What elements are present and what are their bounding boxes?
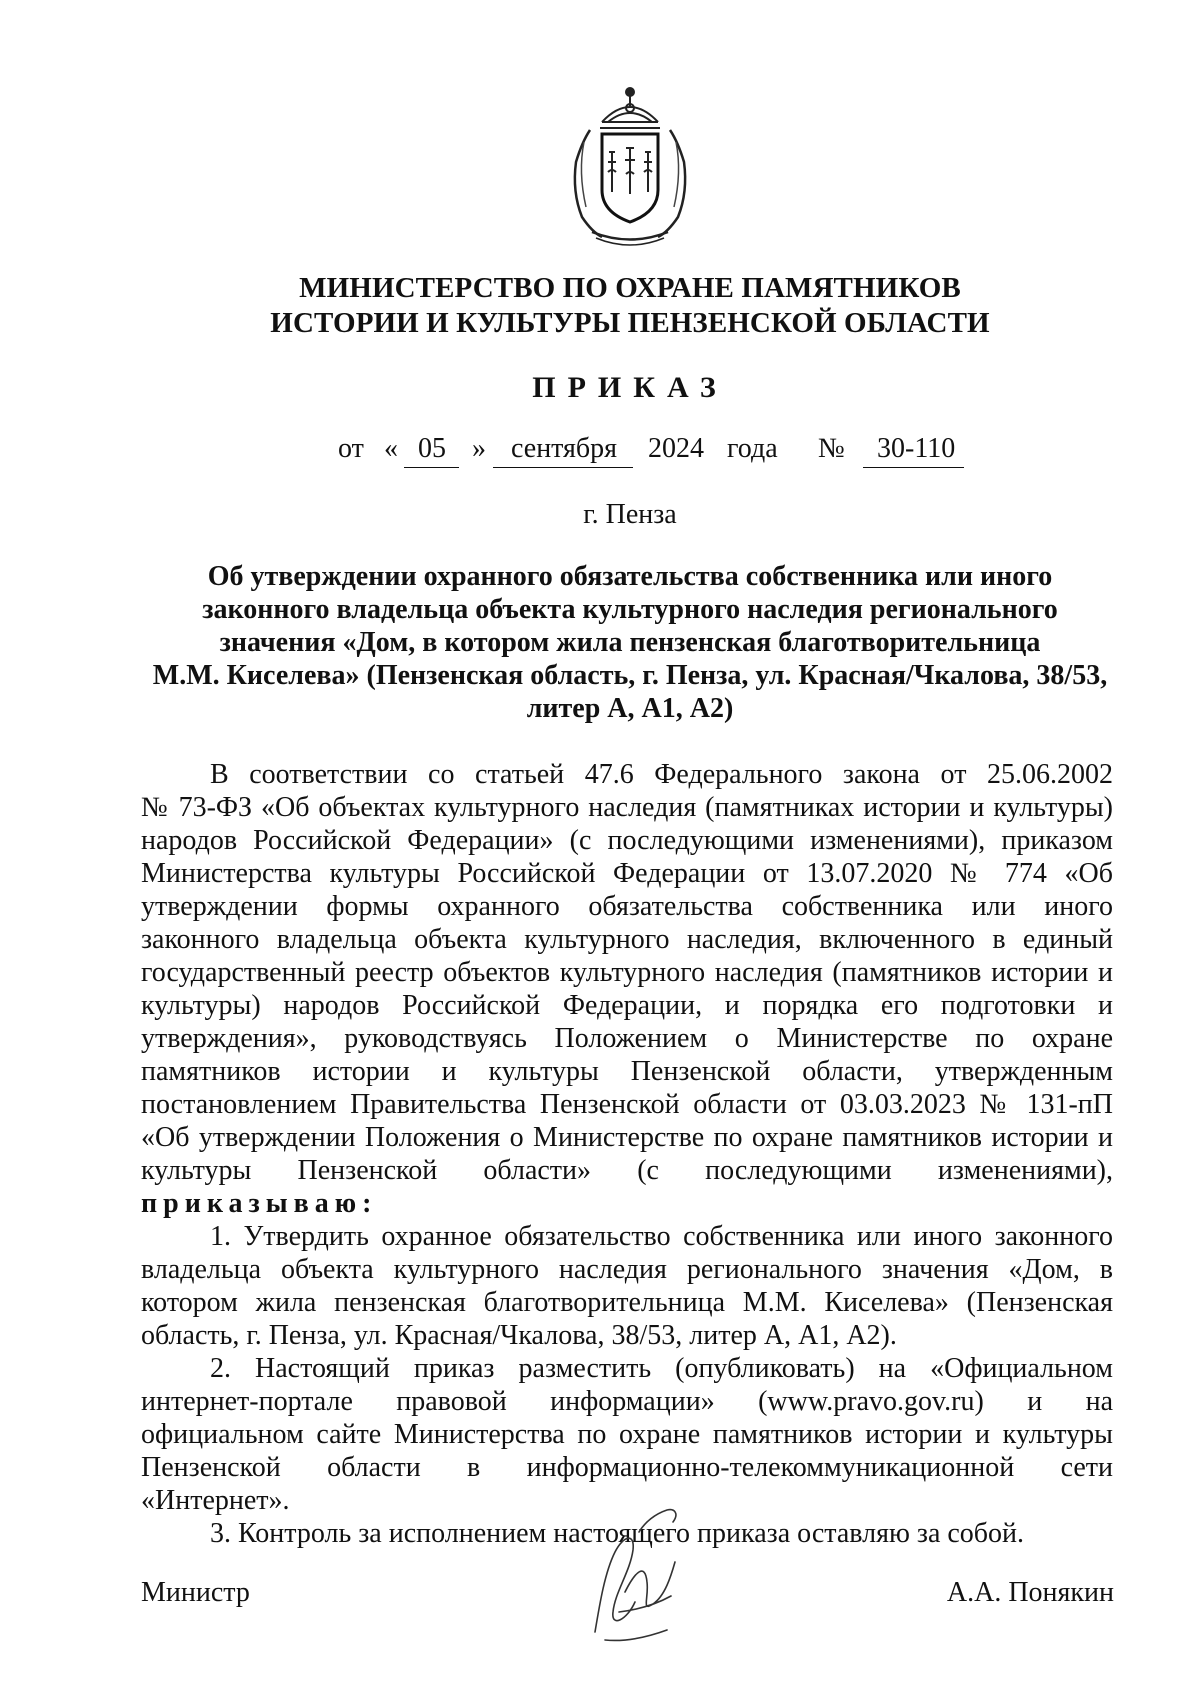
item3-line: 3. Контроль за исполнением настоящего приказа оставляю за собой. <box>210 1518 1025 1549</box>
item2-line-3: официальном сайте Министерства по охране памятников истории и культуры <box>141 1419 1113 1450</box>
date-quote-close: » <box>472 433 486 464</box>
date-year-label: года <box>727 433 778 464</box>
city: г. Пенза <box>583 499 677 530</box>
ministry-name-line-2: ИСТОРИИ И КУЛЬТУРЫ ПЕНЗЕНСКОЙ ОБЛАСТИ <box>270 307 990 339</box>
day-underline <box>404 467 459 468</box>
date-year: 2024 <box>648 433 704 464</box>
handwritten-signature <box>575 1492 695 1652</box>
subject-line-4: М.М. Киселева» (Пензенская область, г. Пенза, ул. Красная/Чкалова, 38/53, <box>152 660 1108 691</box>
preamble-line-10: памятников истории и культуры Пензенской области, утвержденным <box>141 1056 1113 1087</box>
preamble-line-3: народов Российской Федерации» (с последующими изменениями), приказом <box>141 825 1113 856</box>
item2-line-5: «Интернет». <box>141 1485 290 1516</box>
preamble-line-5: утверждении формы охранного обязательства собственника или иного <box>141 891 1113 922</box>
subject-line-3: значения «Дом, в котором жила пензенская благотворительница <box>219 627 1041 658</box>
preamble-line-7: государственный реестр объектов культурного наследия (памятников истории и <box>141 957 1113 988</box>
preamble-line-1: В соответствии со статьей 47.6 Федерального закона от 25.06.2002 <box>210 759 1113 790</box>
order-number-label: № <box>818 433 845 464</box>
signatory-role: Министр <box>141 1577 250 1608</box>
preamble-line-13: культуры Пензенской области» (с последующими изменениями), <box>141 1155 1113 1186</box>
preamble-line-11: постановлением Правительства Пензенской области от 03.03.2023 № 131-пП <box>141 1089 1113 1120</box>
ministry-name-line-1: МИНИСТЕРСТВО ПО ОХРАНЕ ПАМЯТНИКОВ <box>299 272 961 304</box>
coat-of-arms-emblem <box>562 82 698 252</box>
subject-line-5: литер А, А1, А2) <box>526 693 734 724</box>
number-underline <box>863 467 964 468</box>
preamble-line-4: Министерства культуры Российской Федерации от 13.07.2020 № 774 «Об <box>141 858 1113 889</box>
signatory-name: А.А. Понякин <box>946 1577 1114 1608</box>
subject-line-1: Об утверждении охранного обязательства собственника или иного <box>207 561 1053 592</box>
decree-word: приказываю: <box>141 1188 378 1219</box>
order-number: 30-110 <box>877 433 956 464</box>
subject-line-2: законного владельца объекта культурного наследия регионального <box>202 594 1058 625</box>
preamble-line-8: культуры) народов Российской Федерации, и порядка его подготовки и <box>141 990 1113 1021</box>
preamble-line-2: № 73-ФЗ «Об объектах культурного наследия (памятниках истории и культуры) <box>141 792 1113 823</box>
item2-line-1: 2. Настоящий приказ разместить (опубликовать) на «Официальном <box>210 1353 1113 1384</box>
date-from-label: от <box>338 433 364 464</box>
date-quote-open: « <box>384 433 398 464</box>
item2-line-4: Пензенской области в информационно-телекоммуникационной сети <box>141 1452 1113 1483</box>
date-day: 05 <box>418 433 446 464</box>
preamble-line-6: законного владельца объекта культурного наследия, включенного в единый <box>141 924 1113 955</box>
item2-line-2: интернет-портале правовой информации» (www.pravo.gov.ru) и на <box>141 1386 1113 1417</box>
date-month: сентября <box>511 433 618 464</box>
preamble-line-9: утверждения», руководствуясь Положением о Министерстве по охране <box>141 1023 1113 1054</box>
order-title: ПРИКАЗ <box>532 371 728 404</box>
item1-line-1: 1. Утвердить охранное обязательство собственника или иного законного <box>210 1221 1113 1252</box>
item1-line-2: владельца объекта культурного наследия регионального значения «Дом, в <box>141 1254 1113 1285</box>
preamble-line-12: «Об утверждении Положения о Министерстве по охране памятников истории и <box>141 1122 1113 1153</box>
month-underline <box>493 467 633 468</box>
item1-line-3: котором жила пензенская благотворительница М.М. Киселева» (Пензенская <box>141 1287 1113 1318</box>
item1-line-4: область, г. Пенза, ул. Красная/Чкалова, 38/53, литер А, А1, А2). <box>141 1320 897 1351</box>
